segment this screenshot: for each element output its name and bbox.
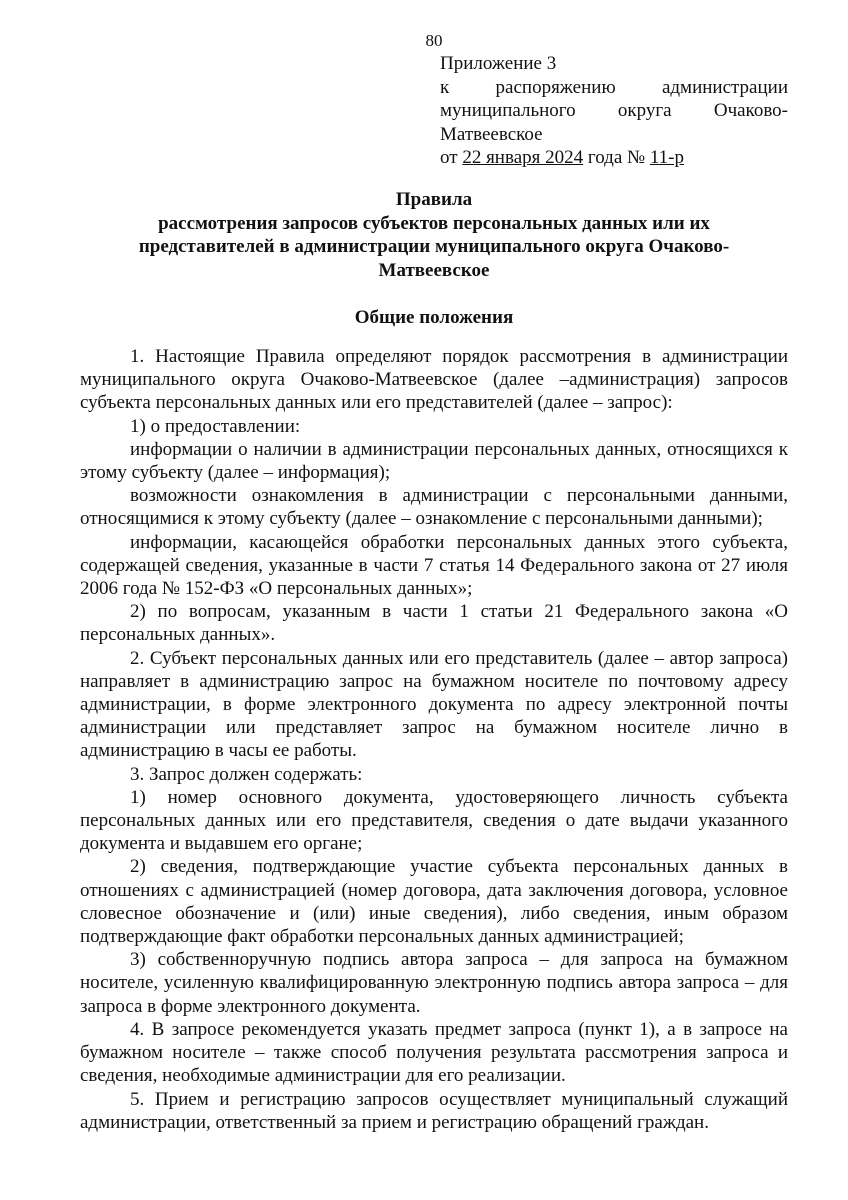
appendix-line-3: муниципального округа Очаково- bbox=[440, 100, 788, 121]
date-suffix: года bbox=[583, 147, 627, 168]
number-prefix: № bbox=[627, 147, 650, 168]
paragraph-2: 1) о предоставлении: bbox=[130, 415, 301, 437]
paragraph-13: 5. Прием и регистрацию запросов осуществляет муниципальный служащий администрации, ответственный за прием и регистрацию обращений граждан. bbox=[80, 1088, 788, 1133]
document-title bbox=[80, 188, 788, 282]
appendix-date-line bbox=[440, 146, 788, 170]
title-line-3: представителей в администрации муниципального округа Очаково- bbox=[138, 236, 730, 257]
paragraph-3: информации о наличии в администрации персональных данных, относящихся к этому субъекту (далее – информация); bbox=[80, 438, 788, 484]
paragraph-10: 2) сведения, подтверждающие участие субъекта персональных данных в отношениях с администрацией (номер договора, дата заключения договора, условное словесное обозначение и (или) иные сведения), либо сведения, иным образом подтверждающие факт обработки персональных данных администрацией; bbox=[80, 856, 788, 948]
title-line-1: Правила bbox=[395, 189, 473, 210]
section-title: Общие положения bbox=[354, 307, 514, 328]
paragraph-4: возможности ознакомления в администрации с персональными данными, относящимися к этому субъекту (далее – ознакомление с персональными данными); bbox=[80, 485, 788, 530]
appendix-line-2: к распоряжению администрации bbox=[440, 76, 788, 98]
appendix-date: 22 января 2024 bbox=[462, 147, 584, 168]
paragraph-11: 3) собственноручную подпись автора запроса – для запроса на бумажном носителе, усиленную квалифицированную электронную подпись автора запроса – для запроса в форме электронного документа. bbox=[80, 949, 788, 1017]
title-line-2: рассмотрения запросов субъектов персональных данных или их bbox=[158, 212, 710, 234]
paragraph-1: 1. Настоящие Правила определяют порядок рассмотрения в администрации муниципального округа Очаково-Матвеевское (далее –администрация) запросов субъекта персональных данных или его представителей (далее – запрос): bbox=[80, 346, 788, 414]
paragraph-7: 2. Субъект персональных данных или его представитель (далее – автор запроса) направляет в администрацию запрос на бумажном носителе по почтовому адресу администрации, в форме электронного документа по адресу электронной почты администрации или представляет запрос на бумажном носителе лично в администрацию в часы ее работы. bbox=[80, 647, 788, 762]
paragraph-6: 2) по вопросам, указанным в части 1 статьи 21 Федерального закона «О персональных данных». bbox=[80, 601, 788, 646]
paragraph-5: информации, касающейся обработки персональных данных этого субъекта, содержащей сведения, указанные в части 7 статья 14 Федерального закона от 27 июля 2006 года № 152-ФЗ «О персональных данных»; bbox=[80, 531, 788, 600]
appendix-block bbox=[440, 52, 788, 170]
appendix-number: 11-р bbox=[649, 147, 685, 168]
date-prefix: от bbox=[440, 147, 463, 168]
title-line-4: Матвеевское bbox=[378, 259, 490, 281]
document-body bbox=[80, 345, 788, 1134]
page-number: 80 bbox=[425, 31, 443, 50]
paragraph-12: 4. В запросе рекомендуется указать предмет запроса (пункт 1), а в запросе на бумажном носителе – также способ получения результата рассмотрения запроса и сведения, необходимые администрации для его реализации. bbox=[80, 1018, 788, 1087]
appendix-title: Приложение 3 bbox=[440, 53, 557, 74]
paragraph-8: 3. Запрос должен содержать: bbox=[130, 763, 363, 785]
paragraph-9: 1) номер основного документа, удостоверяющего личность субъекта персональных данных или его представителя, сведения о дате выдачи указанного документа и выдавшем его органе; bbox=[80, 786, 788, 855]
appendix-line-4: Матвеевское bbox=[440, 123, 543, 145]
